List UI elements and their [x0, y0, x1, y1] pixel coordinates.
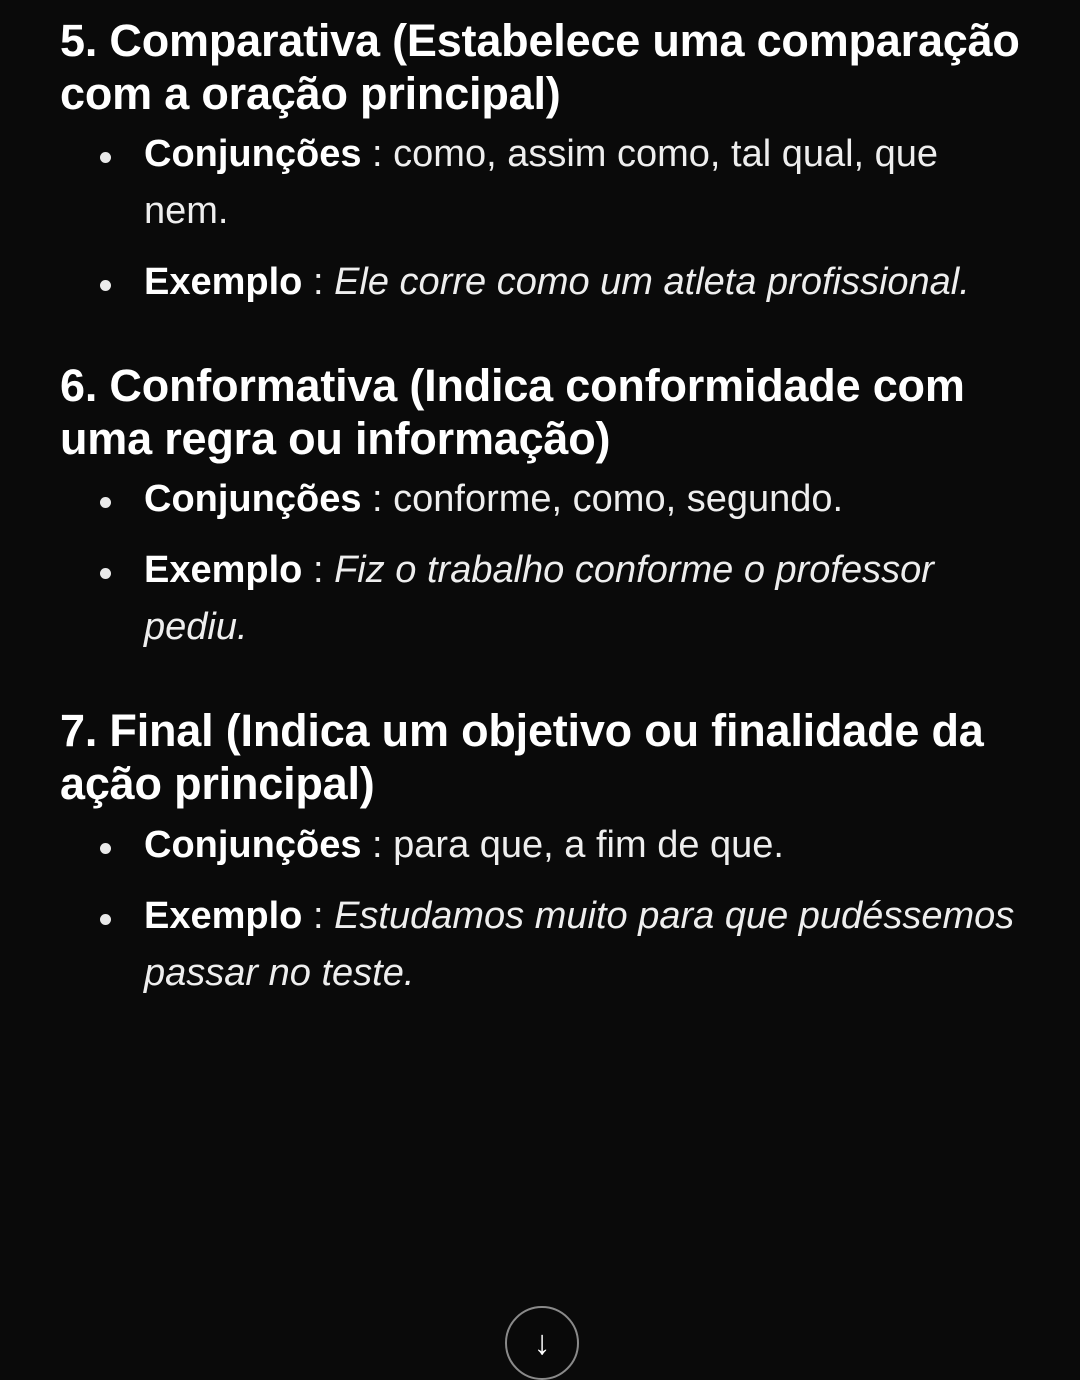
item-label: Exemplo — [144, 261, 303, 304]
item-text: Fiz o trabalho conforme o professor pediu. — [144, 549, 934, 649]
item-text: conforme, como, segundo. — [393, 478, 844, 521]
list-item — [60, 471, 1020, 528]
section-final — [60, 704, 1020, 1001]
section-conformativa — [60, 359, 1020, 656]
bullet-list — [60, 817, 1020, 1002]
section-spacer — [60, 670, 1020, 704]
list-item — [60, 254, 1020, 311]
item-text: como, assim como, tal qual, que nem. — [144, 133, 939, 233]
section-heading: 7. Final (Indica um objetivo ou finalidade da ação principal) — [60, 705, 984, 810]
item-text: Ele corre como um atleta profissional. — [334, 261, 970, 304]
list-item — [60, 888, 1020, 1002]
item-label: Conjunções — [144, 133, 362, 176]
item-label: Exemplo — [144, 549, 303, 592]
bullet-list — [60, 126, 1020, 311]
item-text: Estudamos muito para que pudéssemos passar no teste. — [144, 894, 1015, 994]
item-separator: : — [361, 133, 394, 176]
scroll-down-glyph: ↓ — [533, 1324, 551, 1362]
section-spacer — [60, 325, 1020, 359]
section-heading: 5. Comparativa (Estabelece uma comparação com a oração principal) — [60, 15, 1020, 120]
item-label: Exemplo — [144, 894, 303, 937]
section-heading: 6. Conformativa (Indica conformidade com uma regra ou informação) — [60, 360, 965, 465]
item-separator: : — [302, 549, 335, 592]
list-item — [60, 817, 1020, 874]
item-label: Conjunções — [144, 823, 362, 866]
list-item — [60, 126, 1020, 240]
item-separator: : — [361, 823, 394, 866]
item-text: para que, a fim de que. — [393, 823, 784, 866]
item-label: Conjunções — [144, 478, 362, 521]
scroll-down-icon[interactable] — [505, 1306, 579, 1380]
bullet-list — [60, 471, 1020, 656]
list-item — [60, 542, 1020, 656]
section-comparativa — [60, 14, 1020, 311]
item-separator: : — [361, 478, 394, 521]
item-separator: : — [302, 261, 335, 304]
item-separator: : — [302, 894, 335, 937]
